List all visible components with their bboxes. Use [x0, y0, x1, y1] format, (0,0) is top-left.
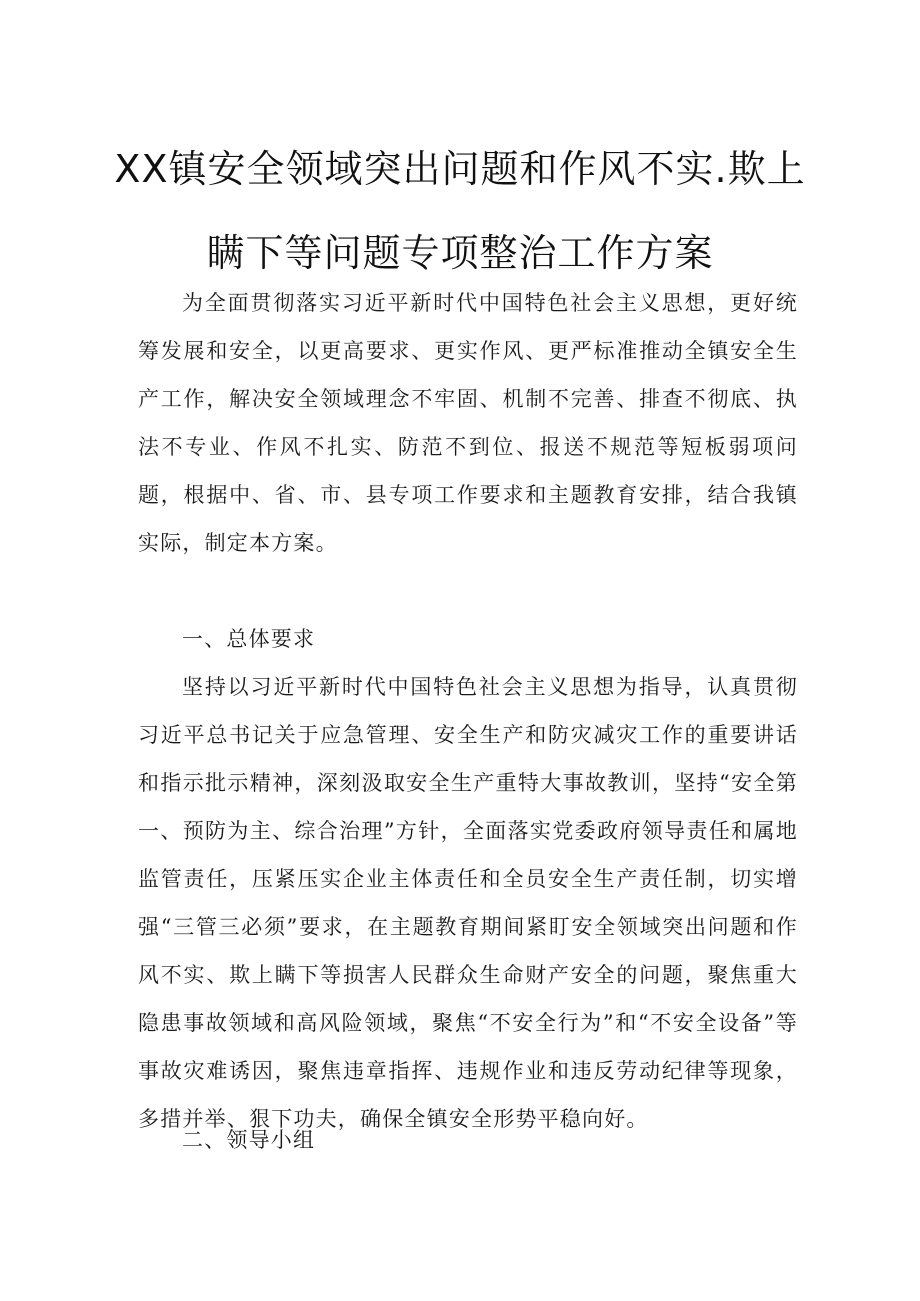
section-1-heading: 一、总体要求	[182, 627, 316, 651]
document-title-line-1: XX镇安全领域突出问题和作风不实.欺上	[114, 147, 806, 191]
intro-paragraph: 为全面贯彻落实习近平新时代中国特色社会主义思想，更好统筹发展和安全，以更高要求、更实作风、更严标准推动全镇安全生产工作，解决安全领域理念不牢固、机制不完善、排查不彻底、执法不专业、作风不扎实、防范不到位、报送不规范等短板弱项问题，根据中、省、市、县专项工作要求和主题教育安排，结合我镇实际，制定本方案。	[138, 291, 798, 555]
document-title-line-2: 瞒下等问题专项整治工作方案	[206, 231, 714, 275]
section-2-heading: 二、领导小组	[182, 1128, 316, 1152]
section-1-paragraph: 坚持以习近平新时代中国特色社会主义思想为指导，认真贯彻习近平总书记关于应急管理、安全生产和防灾减灾工作的重要讲话和指示批示精神，深刻汲取安全生产重特大事故教训，坚持“安全第一、预防为主、综合治理”方针，全面落实党委政府领导责任和属地监管责任，压紧压实企业主体责任和全员安全生产责任制，切实增强“三管三必须”要求，在主题教育期间紧盯安全领域突出问题和作风不实、欺上瞒下等损害人民群众生命财产安全的问题，聚焦重大隐患事故领域和高风险领域，聚焦“不安全行为”和“不安全设备”等事故灾难诱因，聚焦违章指挥、违规作业和违反劳动纪律等现象，多措并举、狠下功夫，确保全镇安全形势平稳向好。	[138, 675, 798, 1131]
document-body	[138, 279, 798, 1279]
